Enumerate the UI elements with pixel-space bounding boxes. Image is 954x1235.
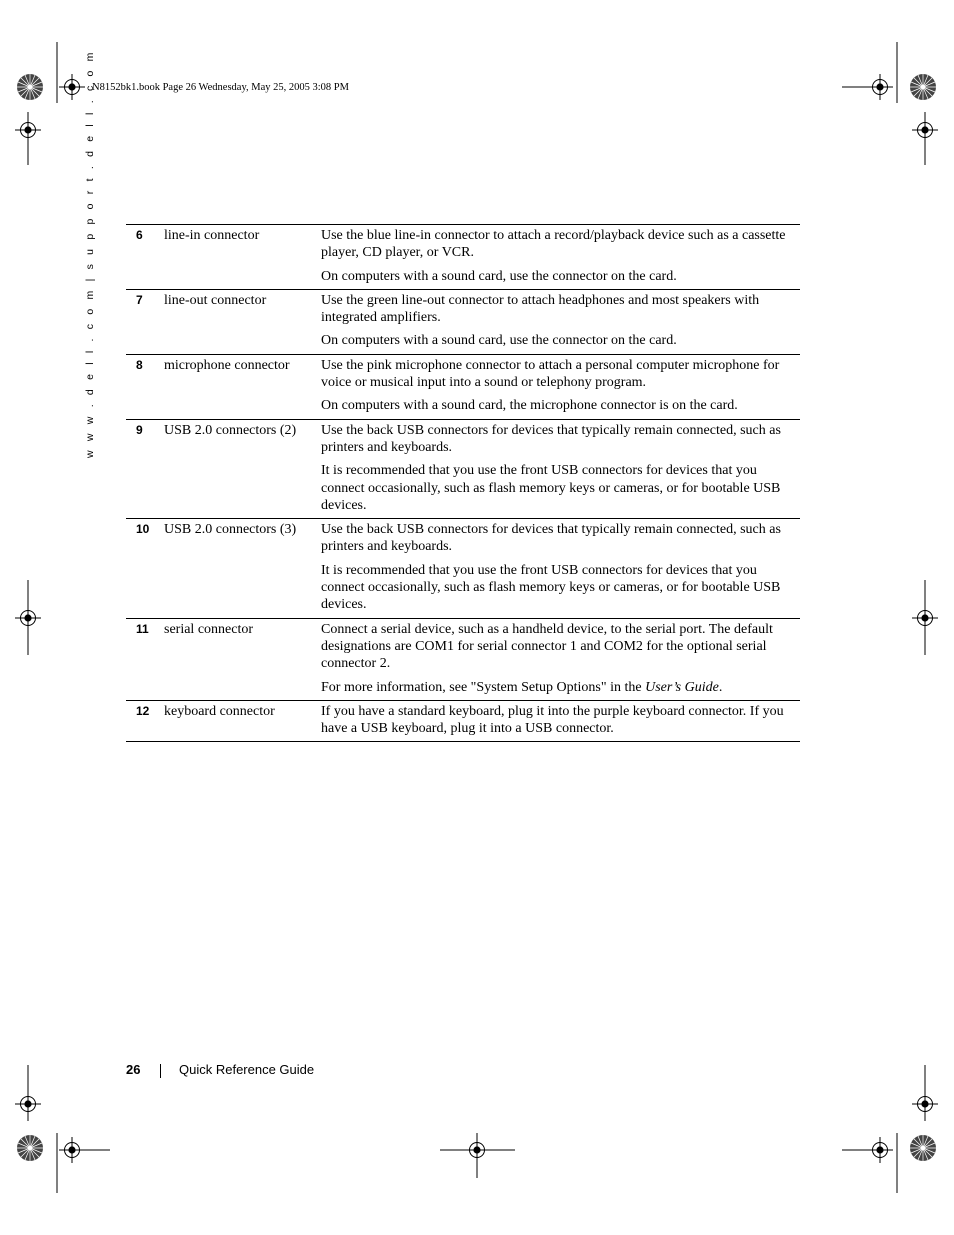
description-text: .	[718, 679, 723, 695]
connector-table	[126, 224, 800, 742]
registration-mark-bottom-right-icon	[842, 1133, 897, 1193]
connector-name: line-in connector	[164, 225, 321, 290]
print-file-info: N8152bk1.book Page 26 Wednesday, May 25, 2005 3:08 PM	[92, 82, 349, 93]
item-number: 11	[126, 618, 164, 700]
description-paragraph: If you have a standard keyboard, plug it into the purple keyboard connector. If you have a USB keyboard, plug it into a USB connector.	[321, 703, 784, 737]
connector-description	[321, 618, 800, 700]
description-paragraph: On computers with a sound card, use the connector on the card.	[321, 333, 677, 349]
registration-mark-bottom-left-icon	[57, 1133, 110, 1193]
description-paragraph: On computers with a sound card, the microphone connector is on the card.	[321, 398, 738, 414]
description-text: For more information, see "System Setup Options" in the	[321, 679, 646, 695]
table-row	[126, 289, 800, 354]
connector-description	[321, 519, 800, 618]
registration-mark-bottom-center-icon	[440, 1133, 515, 1178]
table-row	[126, 419, 800, 518]
guide-reference: User’s Guide	[645, 679, 719, 695]
description-paragraph: Use the pink microphone connector to attach a personal computer microphone for voice or musical input into a sound or telephony program.	[321, 357, 780, 391]
description-paragraph: It is recommended that you use the front USB connectors for devices that you connect occasionally, such as flash memory keys or cameras, or for bootable USB devices.	[321, 562, 781, 613]
color-target-top-left-icon	[17, 74, 43, 100]
description-paragraph	[321, 679, 800, 696]
footer-divider	[160, 1064, 161, 1078]
registration-mark-left-bottom-icon	[15, 1065, 41, 1121]
color-target-top-right-icon	[910, 74, 936, 100]
connector-name: serial connector	[164, 618, 321, 700]
registration-mark-left-top-icon	[15, 112, 41, 165]
registration-mark-top-right-icon	[842, 42, 897, 103]
registration-mark-left-mid-icon	[15, 580, 41, 655]
table-row	[126, 519, 800, 618]
description-paragraph: Use the back USB connectors for devices that typically remain connected, such as printers and keyboards.	[321, 522, 781, 555]
sidebar-url: w w w . d e l l . c o m | s u p p o r t . d e l l . c o m	[84, 49, 96, 458]
page-number: 26	[126, 1062, 141, 1077]
connector-name: microphone connector	[164, 354, 321, 419]
color-target-bottom-left-icon	[17, 1135, 43, 1161]
item-number: 9	[126, 419, 164, 518]
item-number: 8	[126, 354, 164, 419]
description-paragraph: It is recommended that you use the front USB connectors for devices that you connect occasionally, such as flash memory keys or cameras, or for bootable USB devices.	[321, 463, 781, 513]
registration-mark-right-bottom-icon	[912, 1065, 938, 1121]
item-number: 7	[126, 289, 164, 354]
connector-description	[321, 225, 800, 290]
item-number: 10	[126, 519, 164, 618]
item-number: 6	[126, 225, 164, 290]
connector-name: keyboard connector	[164, 700, 321, 742]
table-row	[126, 354, 800, 419]
connector-name: USB 2.0 connectors (3)	[164, 519, 321, 618]
connector-description	[321, 354, 800, 419]
description-paragraph: Use the back USB connectors for devices that typically remain connected, such as printers and keyboards.	[321, 422, 781, 455]
color-target-bottom-right-icon	[910, 1135, 936, 1161]
description-paragraph: Use the green line-out connector to attach headphones and most speakers with integrated amplifiers.	[321, 292, 760, 326]
description-paragraph: On computers with a sound card, use the connector on the card.	[321, 268, 677, 284]
guide-title: Quick Reference Guide	[179, 1062, 315, 1077]
registration-mark-right-mid-icon	[912, 580, 938, 655]
connector-name: USB 2.0 connectors (2)	[164, 419, 321, 518]
item-number: 12	[126, 700, 164, 742]
connector-name: line-out connector	[164, 289, 321, 354]
connector-description	[321, 289, 800, 354]
description-paragraph: Connect a serial device, such as a handheld device, to the serial port. The default designations are COM1 for serial connector 1 and COM2 for the optional serial connector 2.	[321, 621, 773, 672]
table-row	[126, 225, 800, 290]
registration-mark-right-top-icon	[912, 112, 938, 165]
table-row	[126, 618, 800, 700]
connector-description	[321, 700, 800, 742]
table-row	[126, 700, 800, 742]
connector-description	[321, 419, 800, 518]
description-paragraph: Use the blue line-in connector to attach a record/playback device such as a cassette player, CD player, or VCR.	[321, 228, 786, 261]
